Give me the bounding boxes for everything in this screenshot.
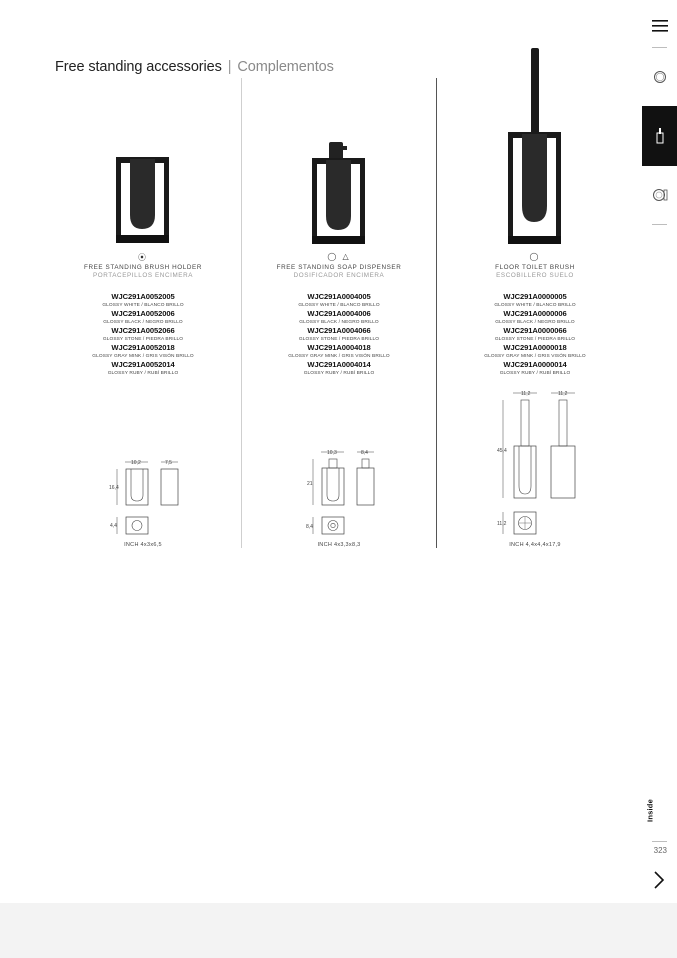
dim-height: 45,4 bbox=[497, 448, 507, 454]
dim-height: 21 bbox=[307, 481, 313, 487]
product-name-es: DOSIFICADOR ENCIMERA bbox=[293, 272, 385, 279]
product-name-en: FREE STANDING BRUSH HOLDER bbox=[84, 264, 202, 271]
page-title bbox=[55, 59, 334, 75]
ring-holder-icon bbox=[652, 187, 668, 203]
variant-code: WJC291A0000018 bbox=[503, 343, 567, 352]
footer-bar bbox=[0, 903, 677, 958]
care-icons: ◯ bbox=[529, 252, 541, 261]
variant-finish: GLOSSY STONE / PIEDRA BRILLO bbox=[298, 337, 380, 342]
dim-depth: 8,4 bbox=[361, 450, 368, 456]
variant-finish: GLOSSY GRAY MINK / GRIS VISÓN BRILLO bbox=[288, 354, 390, 359]
toilet-brush-technical-drawing bbox=[437, 386, 633, 540]
nav-mirrors[interactable] bbox=[642, 62, 677, 92]
side-navigation bbox=[642, 0, 677, 900]
dim-width: 10,2 bbox=[131, 460, 141, 466]
variant-finish: GLOSSY WHITE / BLANCO BRILLO bbox=[298, 303, 380, 308]
variant-code: WJC291A0004005 bbox=[307, 292, 371, 301]
variant-code: WJC291A0052005 bbox=[111, 292, 175, 301]
variant-finish: GLOSSY GRAY MINK / GRIS VISÓN BRILLO bbox=[484, 354, 586, 359]
variant-code: WJC291A0004018 bbox=[307, 343, 371, 352]
nav-divider bbox=[652, 224, 667, 225]
product-name-es: ESCOBILLERO SUELO bbox=[496, 272, 574, 279]
imperial-dimensions: INCH 4x3x6,5 bbox=[124, 542, 162, 548]
toilet-brush-icon bbox=[655, 128, 665, 144]
soap-dispenser-technical-drawing bbox=[241, 445, 437, 540]
soap-dispenser-photo bbox=[241, 140, 437, 247]
imperial-dimensions: INCH 4,4x4,4x17,9 bbox=[509, 542, 561, 548]
variant-code: WJC291A0000006 bbox=[503, 309, 567, 318]
variant-finish: GLOSSY BLACK / NEGRO BRILLO bbox=[299, 320, 379, 325]
title-es: Complementos bbox=[237, 59, 334, 75]
care-icons: ⦿ bbox=[138, 253, 148, 262]
variant-code: WJC291A0004006 bbox=[307, 309, 371, 318]
dim-depth: 7,5 bbox=[165, 460, 172, 466]
variant-code: WJC291A0004066 bbox=[307, 326, 371, 335]
variant-code: WJC291A0052006 bbox=[111, 309, 175, 318]
hamburger-menu-icon bbox=[652, 19, 668, 33]
variant-finish: GLOSSY BLACK / NEGRO BRILLO bbox=[495, 320, 575, 325]
variant-finish: GLOSSY WHITE / BLANCO BRILLO bbox=[102, 303, 184, 308]
variant-code: WJC291A0052014 bbox=[111, 360, 175, 369]
imperial-dimensions: INCH 4x3,3x8,3 bbox=[317, 542, 361, 548]
product-name-en: FREE STANDING SOAP DISPENSER bbox=[276, 264, 402, 271]
variant-code: WJC291A0000005 bbox=[503, 292, 567, 301]
nav-divider bbox=[652, 47, 667, 48]
next-page-button[interactable] bbox=[653, 871, 665, 894]
mirror-icon bbox=[653, 70, 667, 84]
variant-code: WJC291A0004014 bbox=[307, 360, 371, 369]
dim-depth: 11,2 bbox=[558, 391, 568, 397]
variant-code: WJC291A0052066 bbox=[111, 326, 175, 335]
menu-button[interactable] bbox=[642, 12, 677, 40]
section-label: Inside bbox=[645, 799, 655, 822]
variant-finish: GLOSSY RUBY / RUBÍ BRILLO bbox=[107, 371, 179, 376]
nav-wall-accessories[interactable] bbox=[642, 180, 677, 210]
title-en: Free standing accessories bbox=[55, 59, 222, 75]
brush-holder-photo bbox=[45, 155, 241, 247]
toilet-brush-photo bbox=[437, 46, 633, 247]
variant-finish: GLOSSY STONE / PIEDRA BRILLO bbox=[102, 337, 184, 342]
dim-base: 4,4 bbox=[110, 523, 117, 529]
dim-width: 10,3 bbox=[327, 450, 337, 456]
variant-list bbox=[437, 293, 633, 378]
variant-finish: GLOSSY GRAY MINK / GRIS VISÓN BRILLO bbox=[92, 354, 194, 359]
brush-holder-technical-drawing bbox=[45, 455, 241, 540]
nav-divider bbox=[652, 841, 667, 842]
variant-code: WJC291A0000014 bbox=[503, 360, 567, 369]
dim-base: 8,4 bbox=[306, 524, 313, 530]
page-number: 323 bbox=[653, 846, 667, 855]
variant-finish: GLOSSY RUBY / RUBÍ BRILLO bbox=[499, 371, 571, 376]
variant-finish: GLOSSY STONE / PIEDRA BRILLO bbox=[494, 337, 576, 342]
variant-finish: GLOSSY WHITE / BLANCO BRILLO bbox=[494, 303, 576, 308]
dim-base: 11,2 bbox=[497, 521, 507, 527]
dim-height: 16,4 bbox=[109, 485, 119, 491]
care-icons: ◯ △ bbox=[327, 252, 351, 261]
title-separator: | bbox=[227, 59, 232, 75]
chevron-right-icon bbox=[653, 871, 665, 889]
variant-list bbox=[45, 293, 241, 378]
variant-code: WJC291A0000066 bbox=[503, 326, 567, 335]
variant-list bbox=[241, 293, 437, 378]
variant-finish: GLOSSY RUBY / RUBÍ BRILLO bbox=[303, 371, 375, 376]
variant-code: WJC291A0052018 bbox=[111, 343, 175, 352]
product-name-en: FLOOR TOILET BRUSH bbox=[495, 264, 575, 271]
dim-width: 11,2 bbox=[521, 391, 531, 397]
variant-finish: GLOSSY BLACK / NEGRO BRILLO bbox=[103, 320, 183, 325]
product-name-es: PORTACEPILLOS ENCIMERA bbox=[92, 272, 194, 279]
nav-free-standing-accessories[interactable] bbox=[642, 106, 677, 166]
